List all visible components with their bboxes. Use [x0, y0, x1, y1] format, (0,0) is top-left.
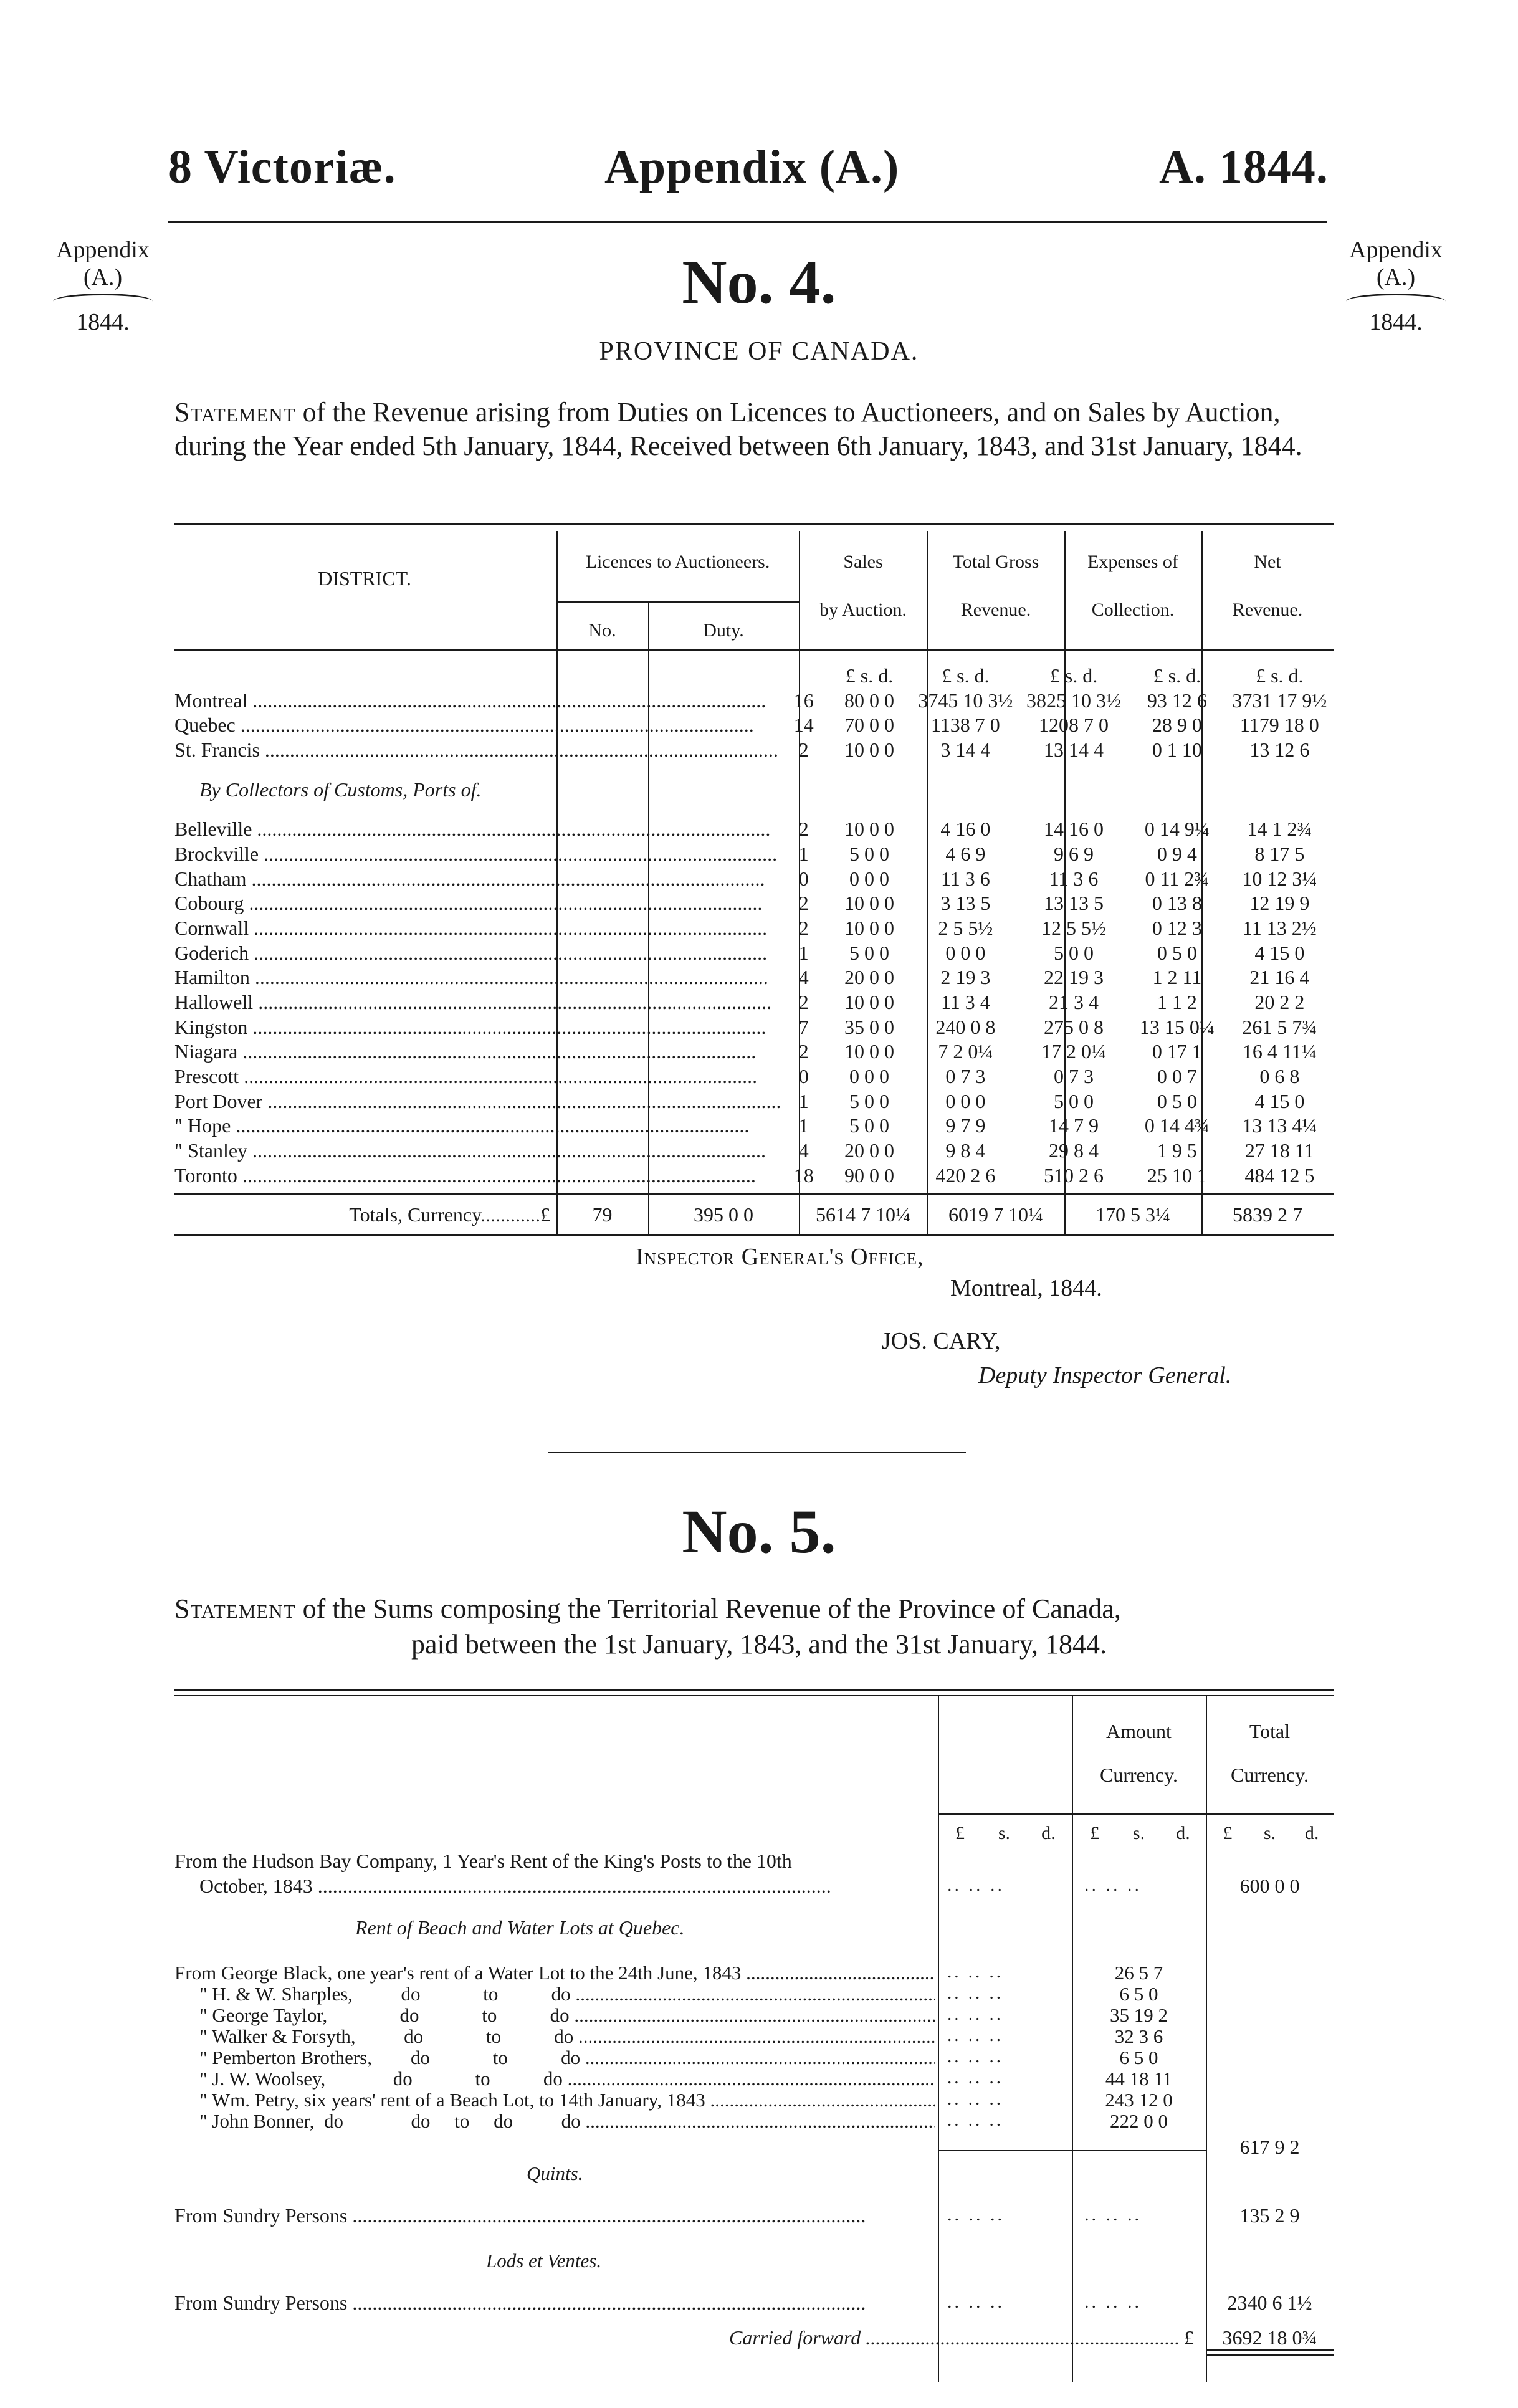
district-name: Belleville ..... — [174, 817, 781, 842]
expenses-value: 1 9 5 — [1157, 1139, 1197, 1162]
expenses-value: 25 10 1 — [1147, 1163, 1207, 1187]
side-note-label: Appendix — [56, 237, 150, 263]
duty-value: 0 0 0 — [849, 1065, 889, 1088]
licence-count: 18 — [793, 1163, 814, 1187]
unit-label: s. — [1132, 1823, 1145, 1843]
duty-value: 10 0 0 — [844, 818, 894, 841]
expenses-value: 0 14 4¾ — [1144, 1114, 1210, 1137]
totals-duty: 395 0 0 — [694, 1203, 753, 1226]
gross-value: 11 3 6 — [1049, 867, 1099, 890]
gross-value: 13 13 5 — [1044, 892, 1104, 915]
side-note-sub: (A.) — [83, 264, 123, 290]
table-row — [174, 1039, 1334, 1064]
row-divider — [556, 601, 799, 603]
district-name: Cobourg ..... — [174, 891, 781, 916]
lot-amount: 32 3 6 — [1114, 2025, 1163, 2047]
gross-value: 5 0 0 — [1054, 941, 1094, 964]
hudson-total: 600 0 0 — [1239, 1875, 1300, 1897]
duty-value: 90 0 0 — [844, 1163, 894, 1187]
hudson-line-1: From the Hudson Bay Company, 1 Year's Rent of the King's Posts to the 10th — [174, 1850, 792, 1872]
lot-amount: 44 18 11 — [1105, 2068, 1173, 2090]
duty-value: 5 0 0 — [849, 843, 889, 866]
table-row — [174, 842, 1334, 867]
net-value: 4 15 0 — [1254, 941, 1305, 964]
table-row — [174, 1089, 1334, 1114]
lot-amount: 243 12 0 — [1105, 2089, 1173, 2111]
licence-count: 1 — [798, 1089, 809, 1112]
expenses-value: 0 5 0 — [1157, 1089, 1197, 1112]
col-total-2: Currency. — [1231, 1764, 1309, 1786]
empty-cell: .. .. .. — [947, 1983, 1003, 2003]
net-value: 0 6 8 — [1259, 1065, 1300, 1088]
sales-value: 9 7 9 — [945, 1114, 986, 1137]
duty-value: 0 0 0 — [849, 867, 889, 890]
col-amount: Amount — [1106, 1720, 1172, 1742]
table-row — [174, 941, 1334, 966]
unit-label: £ — [955, 1823, 965, 1843]
gross-value: 13 14 4 — [1044, 738, 1104, 762]
expenses-value: 0 9 4 — [1157, 843, 1197, 866]
unit-label: £ — [1090, 1823, 1100, 1843]
district-name: Brockville ..... — [174, 842, 781, 867]
section-number-5: No. 5. — [682, 1497, 836, 1566]
section-number-4: No. 4. — [682, 247, 836, 317]
province-title: PROVINCE OF CANADA. — [599, 337, 919, 366]
duty-value: 10 0 0 — [844, 991, 894, 1014]
expenses-value: 0 17 1 — [1152, 1040, 1202, 1063]
licence-count: 1 — [798, 1114, 809, 1137]
gross-value: 275 0 8 — [1044, 1015, 1104, 1038]
lods-line: From Sundry Persons ..... — [174, 2291, 935, 2315]
gross-value: 12 5 5½ — [1041, 917, 1107, 940]
lot-description: " H. & W. Sharples, do to do ..... — [199, 1983, 935, 2005]
unit-label: d. — [1304, 1823, 1319, 1843]
gross-value: 21 3 4 — [1049, 991, 1099, 1014]
lot-row — [174, 2110, 1334, 2131]
side-note-year: 1844. — [1369, 309, 1423, 336]
expenses-value: 0 13 8 — [1152, 892, 1202, 915]
net-value: 8 17 5 — [1254, 843, 1305, 866]
sales-value: 3745 10 3½ — [918, 689, 1013, 712]
gross-value: 14 7 9 — [1049, 1114, 1099, 1137]
beach-heading: Rent of Beach and Water Lots at Quebec. — [355, 1916, 685, 1939]
licence-count: 2 — [798, 1040, 809, 1063]
district-name: Niagara ..... — [174, 1039, 781, 1064]
sales-value: 1138 7 0 — [930, 714, 1000, 737]
duty-value: 10 0 0 — [844, 738, 894, 762]
sales-value: 7 2 0¼ — [938, 1040, 993, 1063]
statement-5 — [174, 1592, 1346, 1626]
expenses-value: 0 12 3 — [1152, 917, 1202, 940]
table-row — [174, 689, 1334, 714]
quints-heading: Quints. — [527, 2162, 583, 2184]
collectors-subhead: By Collectors of Customs, Ports of. — [199, 778, 482, 801]
licence-count: 14 — [793, 714, 814, 737]
table-row — [174, 867, 1334, 892]
table-row — [174, 1163, 1334, 1188]
net-value: 13 13 4¼ — [1242, 1114, 1317, 1137]
col-licences: Licences to Auctioneers. — [585, 552, 770, 572]
district-name: Goderich ..... — [174, 941, 781, 966]
col-district: DISTRICT. — [318, 567, 411, 590]
units-row — [174, 664, 1334, 689]
duty-value: 10 0 0 — [844, 892, 894, 915]
pound-mark: £ — [1184, 2326, 1194, 2349]
quints-total: 135 2 9 — [1239, 2204, 1300, 2227]
lot-description: " George Taylor, do to do ..... — [199, 2004, 935, 2027]
header-center: Appendix (A.) — [604, 141, 900, 193]
district-name: Toronto ..... — [174, 1163, 781, 1188]
lot-row — [174, 2047, 1334, 2068]
sales-value: 240 0 8 — [935, 1015, 996, 1038]
table-revenue — [174, 664, 1334, 1188]
row-divider — [1072, 2150, 1206, 2151]
col-expenses: Expenses of — [1087, 552, 1178, 572]
net-value: 1179 18 0 — [1239, 714, 1319, 737]
statement-5-line2: paid between the 1st January, 1843, and the 31st January, 1844. — [411, 1629, 1107, 1660]
office-line: Inspector General's Office, — [636, 1244, 924, 1270]
net-value: 13 12 6 — [1249, 738, 1310, 762]
quints-line: From Sundry Persons ..... — [174, 2204, 935, 2227]
expenses-value: 93 12 6 — [1147, 689, 1207, 712]
table-row — [174, 713, 1334, 738]
lot-description: " Pemberton Brothers, do to do ..... — [199, 2047, 935, 2069]
expenses-value: 0 0 7 — [1157, 1065, 1197, 1088]
statement-head: Statement — [174, 397, 296, 428]
net-value: 3731 17 9½ — [1232, 689, 1327, 712]
unit-label: d. — [1176, 1823, 1190, 1843]
lots-total: 617 9 2 — [1239, 2136, 1300, 2158]
statement-text: of the Sums composing the Territorial Revenue of the Province of Canada, — [302, 1593, 1121, 1624]
licence-count: 2 — [798, 917, 809, 940]
header-right: A. 1844. — [1159, 141, 1329, 193]
row-divider — [938, 2150, 1072, 2151]
sales-value: 11 3 6 — [940, 867, 990, 890]
row-divider — [938, 1813, 1334, 1815]
duty-value: 70 0 0 — [844, 714, 894, 737]
net-value: 12 19 9 — [1249, 892, 1310, 915]
gross-value: 0 7 3 — [1054, 1065, 1094, 1088]
sales-value: 3 14 4 — [940, 738, 991, 762]
totals-gross: 6019 7 10¼ — [948, 1203, 1043, 1226]
licence-count: 1 — [798, 941, 809, 964]
side-note-year: 1844. — [76, 309, 130, 336]
totals-no: 79 — [592, 1203, 613, 1226]
row-divider — [174, 649, 1334, 651]
net-value: 16 4 11¼ — [1242, 1040, 1317, 1063]
duty-value: 20 0 0 — [844, 966, 894, 989]
table-row — [174, 1064, 1334, 1089]
expenses-value: 1 2 11 — [1152, 966, 1202, 989]
gross-value: 1208 7 0 — [1039, 714, 1109, 737]
table4-bottom-rule — [174, 1234, 1334, 1236]
sales-value: 2 5 5½ — [938, 917, 993, 940]
licence-count: 2 — [798, 991, 809, 1014]
col-amount-2: Currency. — [1100, 1764, 1178, 1786]
expenses-value: 0 14 9¼ — [1144, 818, 1210, 841]
sales-value: 420 2 6 — [935, 1163, 996, 1187]
units-cell: £ s. d. — [942, 664, 990, 687]
lot-description: " J. W. Woolsey, do to do ..... — [199, 2068, 935, 2090]
district-name: Port Dover ..... — [174, 1089, 781, 1114]
table-row — [174, 817, 1334, 842]
net-value: 27 18 11 — [1244, 1139, 1314, 1162]
hudson-line-2: October, 1843 ..... — [199, 1875, 935, 1898]
totals-net: 5839 2 7 — [1233, 1203, 1302, 1226]
net-value: 10 12 3¼ — [1242, 867, 1317, 890]
gross-value: 14 16 0 — [1044, 818, 1104, 841]
expenses-value: 28 9 0 — [1152, 714, 1202, 737]
net-value: 261 5 7¾ — [1242, 1015, 1317, 1038]
licence-count: 7 — [798, 1015, 809, 1038]
units-cell: £ s. d. — [1049, 664, 1098, 687]
lot-description: " Walker & Forsyth, do to do ..... — [199, 2025, 935, 2048]
gross-value: 510 2 6 — [1044, 1163, 1104, 1187]
expenses-value: 0 1 10 — [1152, 738, 1202, 762]
side-note-label: Appendix — [1349, 237, 1443, 263]
carried-forward-total: 3692 18 0¾ — [1222, 2326, 1317, 2349]
net-value: 11 13 2½ — [1242, 917, 1317, 940]
header-left: 8 Victoriæ. — [168, 141, 396, 193]
units-col-3 — [1206, 1823, 1334, 1844]
units-cell: £ s. d. — [845, 664, 894, 687]
empty-cell: .. .. .. — [947, 2110, 1003, 2130]
district-name: Kingston ..... — [174, 1015, 781, 1040]
table-row — [174, 738, 1334, 763]
lot-amount: 35 19 2 — [1110, 2004, 1168, 2026]
duty-value: 5 0 0 — [849, 1114, 889, 1137]
header-rule — [168, 221, 1327, 223]
unit-label: d. — [1041, 1823, 1056, 1843]
place-line: Montreal, 1844. — [950, 1275, 1102, 1301]
duty-value: 35 0 0 — [844, 1015, 894, 1038]
expenses-value: 13 15 0¼ — [1139, 1015, 1215, 1038]
lods-total: 2340 6 1½ — [1227, 2291, 1312, 2314]
expenses-value: 1 1 2 — [1157, 991, 1197, 1014]
district-name: Hallowell ..... — [174, 990, 781, 1015]
empty-cell: .. .. .. — [1084, 1875, 1142, 1895]
subhead-row — [174, 763, 1334, 818]
district-name: " Stanley ..... — [174, 1139, 781, 1163]
empty-cell: .. .. .. — [1084, 2291, 1142, 2312]
empty-cell: .. .. .. — [947, 2089, 1003, 2109]
col-gross-2: Revenue. — [960, 600, 1031, 620]
sales-value: 11 3 4 — [940, 991, 990, 1014]
table-row — [174, 1139, 1334, 1163]
signer-title: Deputy Inspector General. — [978, 1362, 1232, 1388]
table4-top-rule — [174, 523, 1334, 525]
col-no: No. — [588, 620, 616, 641]
licence-count: 4 — [798, 1139, 809, 1162]
expenses-value: 0 5 0 — [1157, 941, 1197, 964]
licence-count: 1 — [798, 843, 809, 866]
statement-head: Statement — [174, 1593, 296, 1624]
totals-expenses: 170 5 3¼ — [1096, 1203, 1170, 1226]
table-row — [174, 1015, 1334, 1040]
signer-name: JOS. CARY, — [882, 1328, 1001, 1354]
empty-cell: .. .. .. — [947, 2025, 1003, 2045]
units-col-2 — [1072, 1823, 1206, 1844]
gross-value: 3825 10 3½ — [1026, 689, 1122, 712]
col-sales-2: by Auction. — [819, 600, 907, 620]
empty-cell: .. .. .. — [947, 2204, 1005, 2225]
units-col-1 — [938, 1823, 1072, 1844]
sales-value: 4 16 0 — [940, 818, 991, 841]
empty-cell: .. .. .. — [947, 2068, 1003, 2088]
lot-row — [174, 2068, 1334, 2089]
table-row — [174, 916, 1334, 941]
row-divider — [174, 1193, 1334, 1195]
row-divider — [1206, 2354, 1334, 2356]
district-name: Hamilton ..... — [174, 965, 781, 990]
unit-label: s. — [998, 1823, 1010, 1843]
table-row — [174, 1114, 1334, 1139]
empty-cell: .. .. .. — [947, 2047, 1003, 2066]
licence-count: 0 — [798, 867, 809, 890]
lot-row — [174, 1962, 1334, 1983]
empty-cell: .. .. .. — [1084, 2204, 1142, 2225]
lot-amount: 6 5 0 — [1119, 1983, 1158, 2005]
expenses-value: 0 11 2¾ — [1145, 867, 1210, 890]
district-name: Cornwall ..... — [174, 916, 781, 941]
lods-heading: Lods et Ventes. — [486, 2250, 602, 2272]
sales-value: 2 19 3 — [940, 966, 991, 989]
district-name: Prescott ..... — [174, 1064, 781, 1089]
lot-description: " John Bonner, do do to do do ..... — [199, 2110, 935, 2133]
sales-value: 0 0 0 — [945, 941, 986, 964]
licence-count: 0 — [798, 1065, 809, 1088]
licence-count: 4 — [798, 966, 809, 989]
col-gross: Total Gross — [952, 552, 1039, 572]
col-duty: Duty. — [703, 620, 744, 641]
sales-value: 0 7 3 — [945, 1065, 986, 1088]
licence-count: 2 — [798, 892, 809, 915]
carried-forward-label: Carried forward ..... — [729, 2326, 1178, 2349]
licence-count: 16 — [793, 689, 814, 712]
district-name: " Hope ..... — [174, 1114, 781, 1139]
lot-amount: 26 5 7 — [1114, 1962, 1163, 1984]
empty-cell: .. .. .. — [947, 1962, 1003, 1982]
district-name: Montreal ..... — [174, 689, 781, 714]
statement-text: of the Revenue arising from Duties on Licences to Auctioneers, and on Sales by Auction, during the Year ended 5th January, 1844, Received between 6th January, 1843, and 31st January, 1844. — [174, 397, 1302, 461]
sales-value: 4 6 9 — [945, 843, 986, 866]
duty-value: 20 0 0 — [844, 1139, 894, 1162]
district-name: Quebec ..... — [174, 713, 781, 738]
col-sales: Sales — [843, 552, 883, 572]
table-row — [174, 891, 1334, 916]
net-value: 14 1 2¾ — [1247, 818, 1312, 841]
sales-value: 9 8 4 — [945, 1139, 986, 1162]
row-divider — [1206, 2349, 1334, 2351]
lot-amount: 222 0 0 — [1110, 2110, 1168, 2132]
totals-sales: 5614 7 10¼ — [816, 1203, 910, 1226]
district-name: St. Francis ..... — [174, 738, 781, 763]
gross-value: 5 0 0 — [1054, 1089, 1094, 1112]
table5-top-rule-thin — [174, 1695, 1334, 1696]
units-cell: £ s. d. — [1256, 664, 1304, 687]
sales-value: 0 0 0 — [945, 1089, 986, 1112]
lot-description: " Wm. Petry, six years' rent of a Beach Lot, to 14th January, 1843 ..... — [199, 2089, 935, 2111]
duty-value: 10 0 0 — [844, 917, 894, 940]
totals-label: Totals, Currency............£ — [349, 1203, 550, 1226]
duty-value: 10 0 0 — [844, 1040, 894, 1063]
lot-row — [174, 2089, 1334, 2110]
net-value: 21 16 4 — [1249, 966, 1310, 989]
col-total: Total — [1249, 1720, 1291, 1742]
gross-value: 29 8 4 — [1049, 1139, 1099, 1162]
lot-row — [174, 2004, 1334, 2025]
duty-value: 5 0 0 — [849, 941, 889, 964]
licence-count: 2 — [798, 818, 809, 841]
net-value: 484 12 5 — [1244, 1163, 1315, 1187]
empty-cell: .. .. .. — [947, 2004, 1003, 2024]
col-net: Net — [1254, 552, 1281, 572]
gross-value: 9 6 9 — [1054, 843, 1094, 866]
col-net-2: Revenue. — [1232, 600, 1303, 620]
lot-amount: 6 5 0 — [1119, 2047, 1158, 2068]
statement-4 — [174, 396, 1334, 462]
net-value: 20 2 2 — [1254, 991, 1305, 1014]
units-cell: £ s. d. — [1153, 664, 1201, 687]
licence-count: 2 — [798, 738, 809, 762]
gross-value: 17 2 0¼ — [1041, 1040, 1107, 1063]
duty-value: 5 0 0 — [849, 1089, 889, 1112]
unit-label: £ — [1223, 1823, 1233, 1843]
empty-cell: .. .. .. — [947, 1875, 1005, 1895]
gross-value: 22 19 3 — [1044, 966, 1104, 989]
lot-description: From George Black, one year's rent of a Water Lot to the 24th June, 1843 ..... — [174, 1962, 935, 1984]
district-name: Chatham ..... — [174, 867, 781, 892]
unit-label: s. — [1263, 1823, 1276, 1843]
empty-cell: .. .. .. — [947, 2291, 1005, 2312]
section-divider — [548, 1452, 966, 1453]
lots-list — [174, 1962, 1334, 2131]
duty-value: 80 0 0 — [844, 689, 894, 712]
sales-value: 3 13 5 — [940, 892, 991, 915]
totals-row — [174, 1203, 1334, 1228]
table-row — [174, 965, 1334, 990]
net-value: 4 15 0 — [1254, 1089, 1305, 1112]
table-row — [174, 990, 1334, 1015]
col-expenses-2: Collection. — [1091, 600, 1175, 620]
lot-row — [174, 1983, 1334, 2004]
lot-row — [174, 2025, 1334, 2047]
table5-top-rule — [174, 1689, 1334, 1691]
side-note-sub: (A.) — [1376, 264, 1416, 290]
